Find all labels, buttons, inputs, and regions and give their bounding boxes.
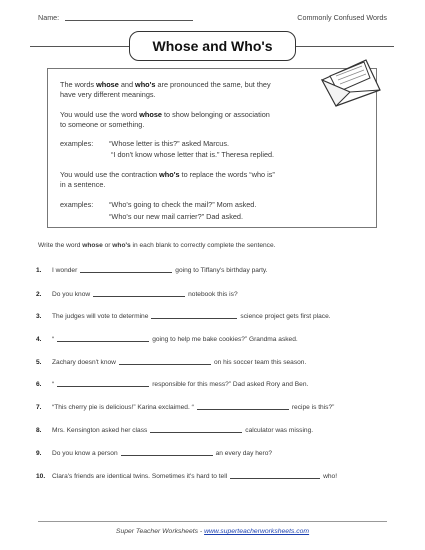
intro-word-whos: who's [135,80,156,89]
question-row [36,312,331,320]
use1-text-b: to show belonging or association [161,110,270,119]
question-text-after: going to Tiffany's birthday party. [175,267,268,274]
question-number: 8. [36,427,42,434]
question-number: 1. [36,267,42,274]
footer-text: Super Teacher Worksheets - [115,528,205,535]
question-row [36,335,298,343]
page-title-text: Whose and Who's [152,38,273,54]
answer-blank[interactable] [80,266,172,273]
whos-usage-paragraph [60,170,330,189]
intro-word-whose: whose [96,80,119,89]
intro-text-line2: have very different meanings. [60,89,156,99]
footer-link[interactable]: www.superteacherworksheets.com [204,528,310,535]
answer-blank[interactable] [57,335,149,342]
question-text-after: who! [323,473,338,480]
answer-blank[interactable] [57,380,149,387]
answer-blank[interactable] [151,312,237,319]
instr-text-or: or [102,242,113,249]
question-row [36,266,268,274]
instructions [38,242,275,249]
answer-blank[interactable] [119,358,211,365]
example-2-line1: “Who's going to check the mail?” Mom asked. [109,200,257,209]
intro-text-b: are pronounced the same, but they [155,80,271,89]
question-row [36,449,272,457]
use2-text-b: to replace the words “who is” [179,170,275,179]
answer-blank[interactable] [121,449,213,456]
use1-word: whose [139,110,162,119]
question-text-before: “ [52,336,55,343]
instr-text-a: Write the word [38,242,83,249]
examples-2-label: examples: [60,200,94,209]
question-number: 9. [36,450,42,457]
question-text-before: Clara's friends are identical twins. Sometimes it's hard to tell [52,473,228,480]
instr-word-whose: whose [82,242,103,249]
question-number: 2. [36,291,42,298]
question-text-after: notebook this is? [188,291,238,298]
answer-blank[interactable] [197,403,289,410]
intro-text-a: The words [60,80,97,89]
question-row [36,472,337,480]
question-text-after: calculator was missing. [245,427,314,434]
question-number: 10. [36,473,46,480]
example-2-line2: “Who's our new mail carrier?” Dad asked. [109,212,243,221]
name-blank[interactable] [65,13,193,21]
question-text-after: going to help me bake cookies?” Grandma asked. [152,336,298,343]
name-label: Name: [38,13,60,22]
footer [0,528,425,535]
page-title [129,31,296,61]
question-number: 7. [36,404,42,411]
answer-blank[interactable] [230,472,320,479]
question-text-after: on his soccer team this season. [213,359,307,366]
answer-blank[interactable] [93,290,185,297]
question-text-after: responsible for this mess?” Dad asked Rory and Ben. [152,381,309,388]
instr-word-whos: who's [112,242,131,249]
use1-text-line2: to someone or something. [60,119,145,129]
question-row [36,358,306,366]
question-row [36,403,334,411]
example-1-line1: “Whose letter is this?” asked Marcus. [109,139,230,148]
intro-text-and: and [118,80,136,89]
question-row [36,380,308,388]
question-text-before: Zachary doesn't know [52,359,116,366]
question-row [36,290,238,298]
instr-text-b: in each blank to correctly complete the sentence. [130,242,276,249]
question-text-before: Do you know a person [52,450,118,457]
use2-text-line2: in a sentence. [60,179,106,189]
question-text-before: Do you know [52,291,91,298]
intro-paragraph [60,80,330,99]
question-number: 4. [36,336,42,343]
example-1-line2: “I don't know whose letter that is.” Theresa replied. [111,150,275,159]
question-text-before: “This cherry pie is delicious!” Karina exclaimed. “ [52,404,194,411]
topic-label: Commonly Confused Words [297,13,387,22]
question-text-after: science project gets first place. [240,313,331,320]
question-text-before: The judges will vote to determine [52,313,149,320]
examples-1-label: examples: [60,139,94,148]
name-field [38,13,193,22]
question-number: 3. [36,313,42,320]
whose-usage-paragraph [60,110,330,129]
use1-text-a: You would use the word [60,110,140,119]
question-text-after: an every day hero? [215,450,273,457]
answer-blank[interactable] [150,426,242,433]
question-number: 5. [36,359,42,366]
use2-word: who's [159,170,180,179]
question-text-after: recipe is this?” [291,404,335,411]
footer-rule [38,521,387,522]
question-row [36,426,313,434]
question-text-before: Mrs. Kensington asked her class [52,427,148,434]
use2-text-a: You would use the contraction [60,170,160,179]
question-text-before: “ [52,381,55,388]
question-text-before: I wonder [52,267,78,274]
question-number: 6. [36,381,42,388]
